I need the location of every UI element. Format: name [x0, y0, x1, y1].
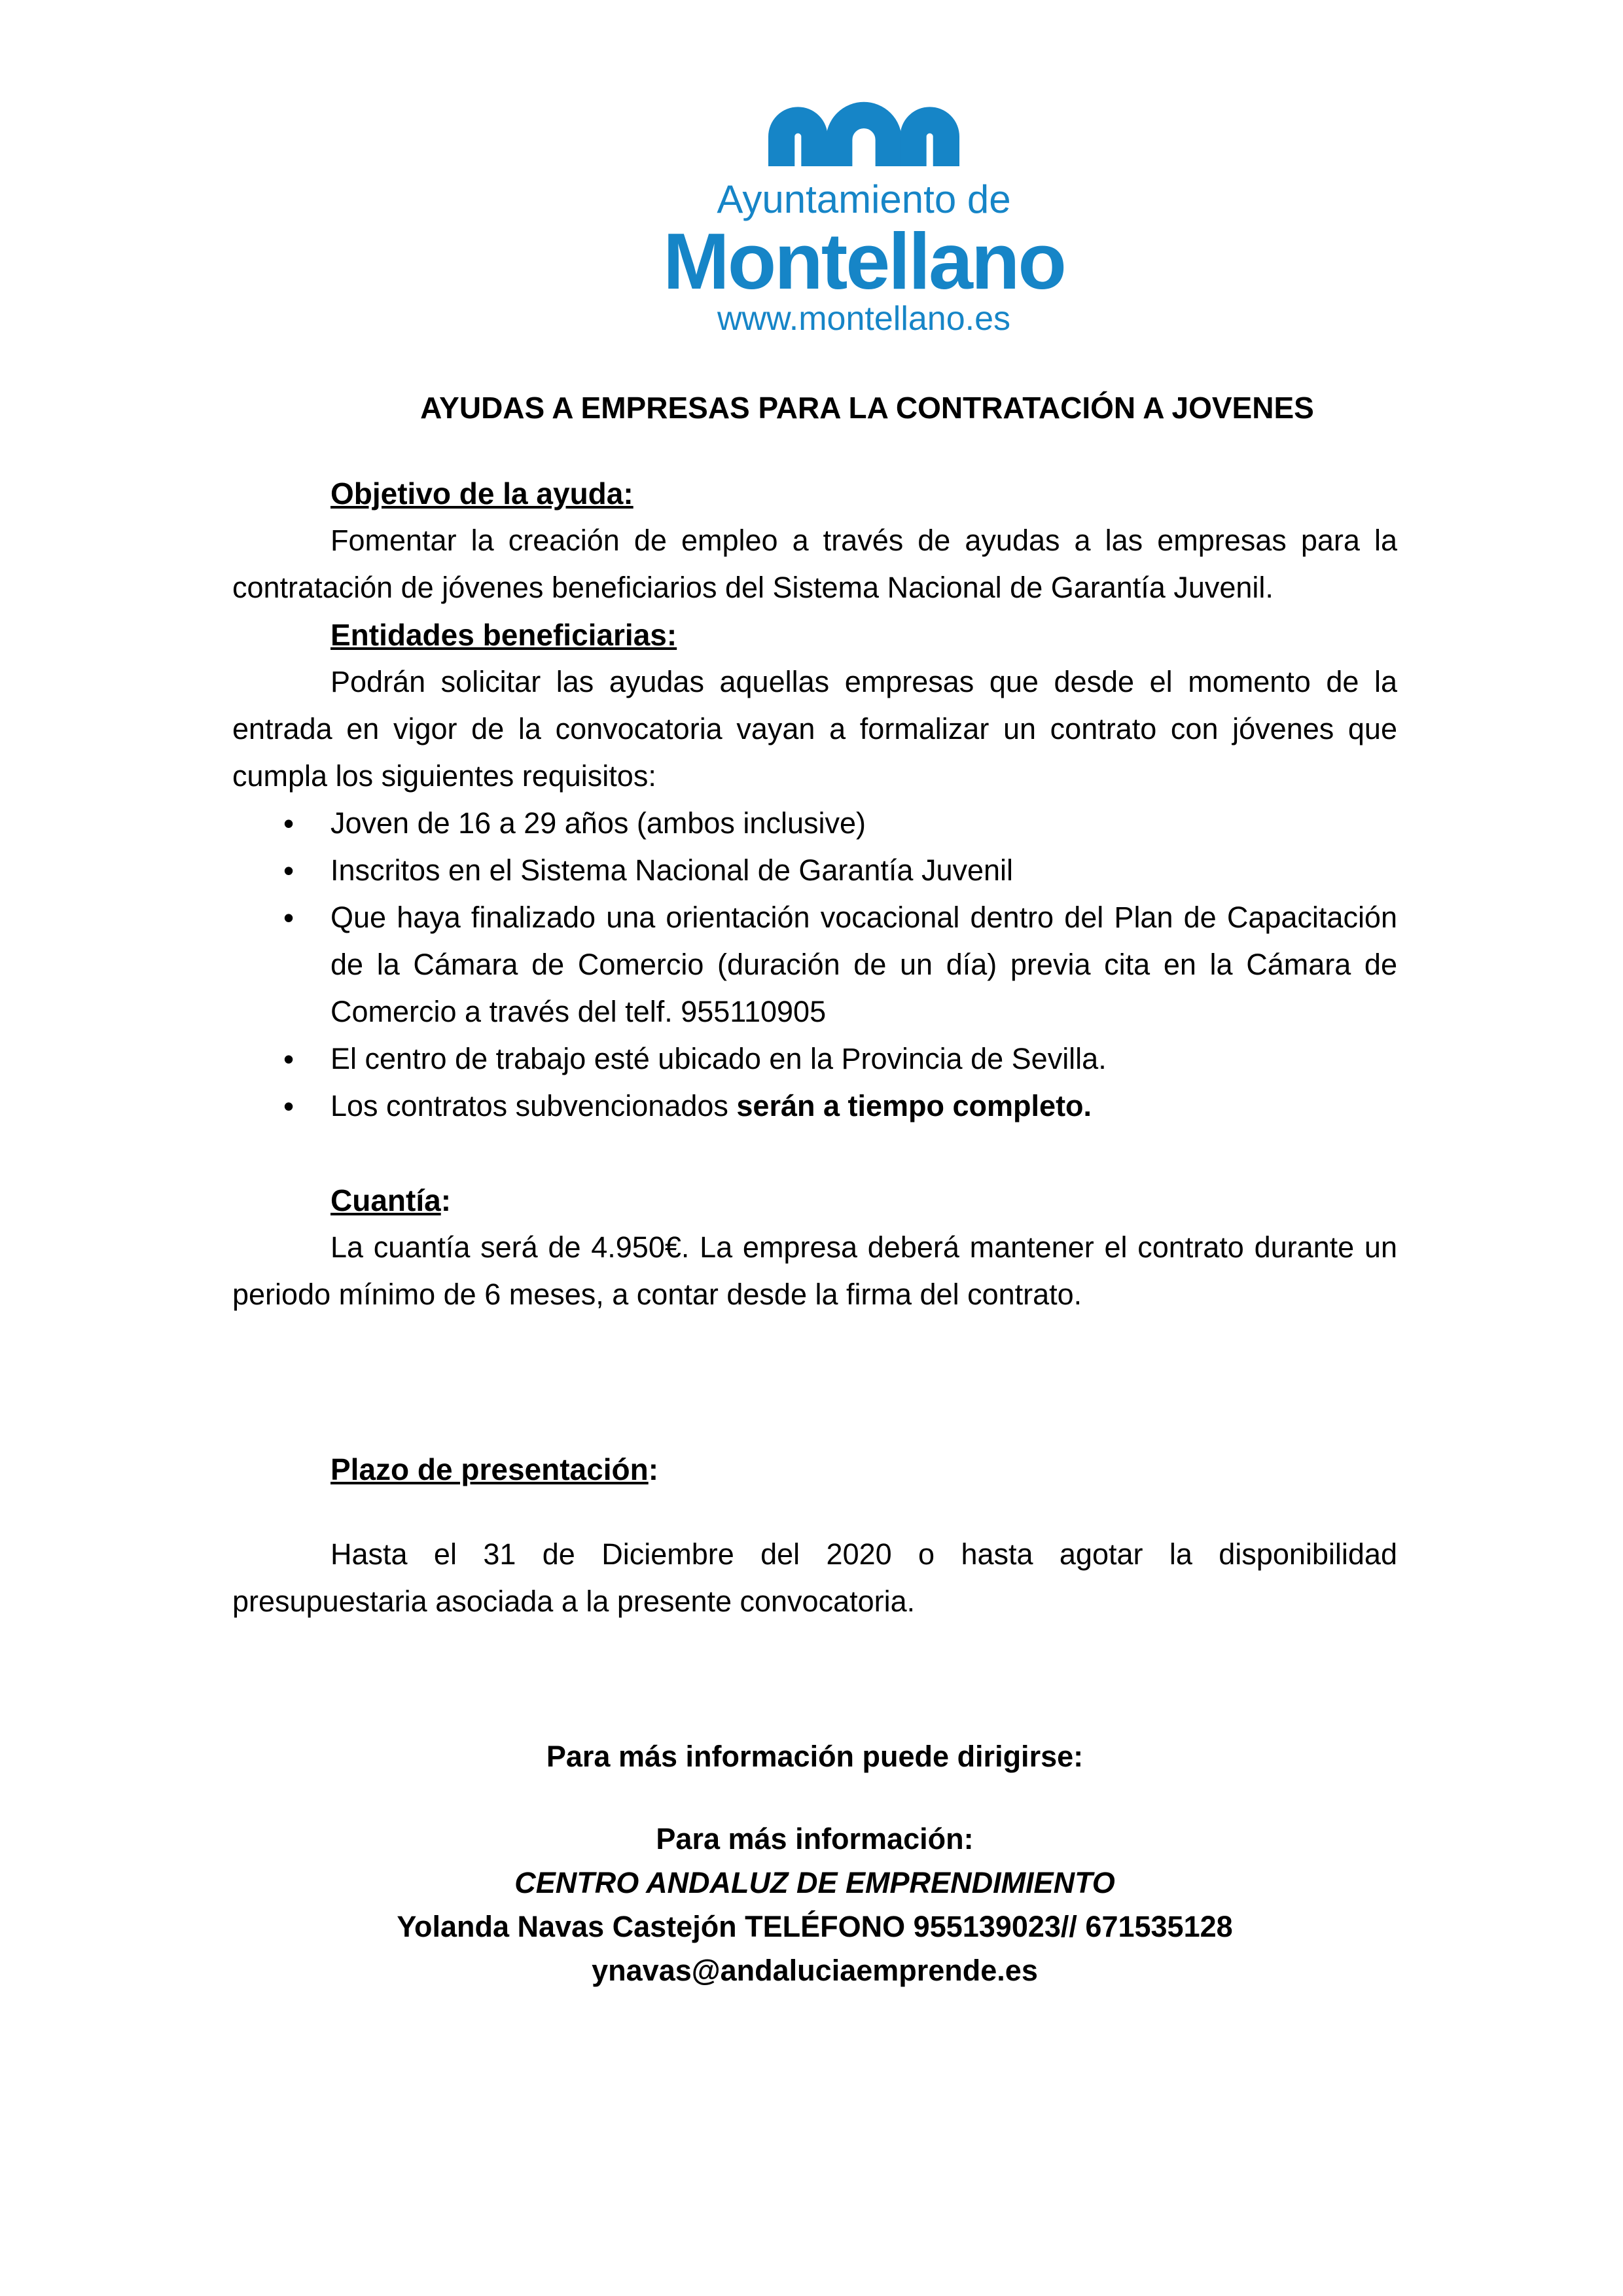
- list-item-text: Los contratos subvencionados: [330, 1089, 737, 1122]
- cuantia-heading: [330, 1177, 1397, 1224]
- list-item-text: Joven de 16 a 29 años (ambos inclusive): [330, 806, 866, 840]
- logo-name-text: Montellano: [663, 217, 1065, 306]
- list-item: [283, 800, 1397, 847]
- list-item-bold-text: serán a tiempo completo.: [736, 1089, 1092, 1122]
- logo-url-text: www.montellano.es: [717, 300, 1010, 338]
- entidades-heading: [330, 611, 1397, 658]
- list-item: [283, 1083, 1397, 1130]
- cuantia-body: La cuantía será de 4.950€. La empresa deberá mantener el contrato durante un periodo mínimo de 6 meses, a contar desde la firma del contrato.: [232, 1230, 1397, 1311]
- plazo-heading-text: Plazo de presentación: [330, 1452, 649, 1486]
- entidades-body: Podrán solicitar las ayudas aquellas empresas que desde el momento de la entrada en vigor de la convocatoria vayan a formalizar un contrato con jóvenes que cumpla los siguientes requisitos:: [232, 665, 1397, 793]
- contact-block: [232, 1817, 1397, 1992]
- page-title: AYUDAS A EMPRESAS PARA LA CONTRATACIÓN A JOVENES: [420, 391, 1314, 425]
- contact-heading: Para más información puede dirigirse:: [546, 1740, 1084, 1773]
- plazo-body: Hasta el 31 de Diciembre del 2020 o hasta agotar la disponibilidad presupuestaria asociada a la presente convocatoria.: [232, 1537, 1397, 1618]
- right-arch-shape: [914, 120, 946, 166]
- center-arch-shape: [839, 115, 889, 166]
- objetivo-heading-text: Objetivo de la ayuda:: [330, 476, 633, 511]
- bullet-icon: •: [283, 1089, 294, 1123]
- cuantia-heading-text: Cuantía: [330, 1183, 441, 1217]
- logo-org-text: Ayuntamiento de: [717, 177, 1011, 221]
- contact-email: ynavas@andaluciaemprende.es: [592, 1954, 1038, 1987]
- list-item-text: El centro de trabajo esté ubicado en la Provincia de Sevilla.: [330, 1042, 1107, 1075]
- list-item-text: Inscritos en el Sistema Nacional de Garantía Juvenil: [330, 853, 1014, 887]
- list-item: [283, 894, 1397, 1035]
- bullet-icon: •: [283, 806, 294, 840]
- logo: [330, 77, 1397, 338]
- requirements-list: [232, 800, 1397, 1130]
- objetivo-body: Fomentar la creación de empleo a través de ayudas a las empresas para la contratación de jóvenes beneficiarios del Sistema Nacional de Garantía Juvenil.: [232, 524, 1397, 604]
- left-arch-shape: [781, 120, 814, 166]
- plazo-heading-colon: :: [648, 1452, 659, 1486]
- bullet-icon: •: [283, 901, 294, 935]
- list-item: [283, 847, 1397, 894]
- plazo-heading: [330, 1446, 1397, 1493]
- list-item: [283, 1035, 1397, 1083]
- section-objetivo: [232, 470, 1397, 611]
- contact-more-info-label: Para más información:: [656, 1822, 974, 1856]
- section-cuantia: [232, 1177, 1397, 1318]
- contact-info: [232, 1733, 1397, 1992]
- contact-center-name: CENTRO ANDALUZ DE EMPRENDIMIENTO: [514, 1866, 1115, 1899]
- three-arches-icon: [768, 77, 959, 166]
- list-item-text: Que haya finalizado una orientación vocacional dentro del Plan de Capacitación de la Cámara de Comercio (duración de un día) previa cita en la Cámara de Comercio a través del telf. 955110905: [330, 901, 1397, 1028]
- entidades-heading-text: Entidades beneficiarias:: [330, 618, 677, 652]
- section-entidades: [232, 611, 1397, 1130]
- section-plazo: [232, 1446, 1397, 1625]
- bullet-icon: •: [283, 1042, 294, 1076]
- contact-person-phone: Yolanda Navas Castejón TELÉFONO 955139023// 671535128: [397, 1910, 1233, 1943]
- objetivo-heading: [330, 470, 1397, 517]
- bullet-icon: •: [283, 853, 294, 888]
- cuantia-heading-colon: :: [440, 1183, 452, 1217]
